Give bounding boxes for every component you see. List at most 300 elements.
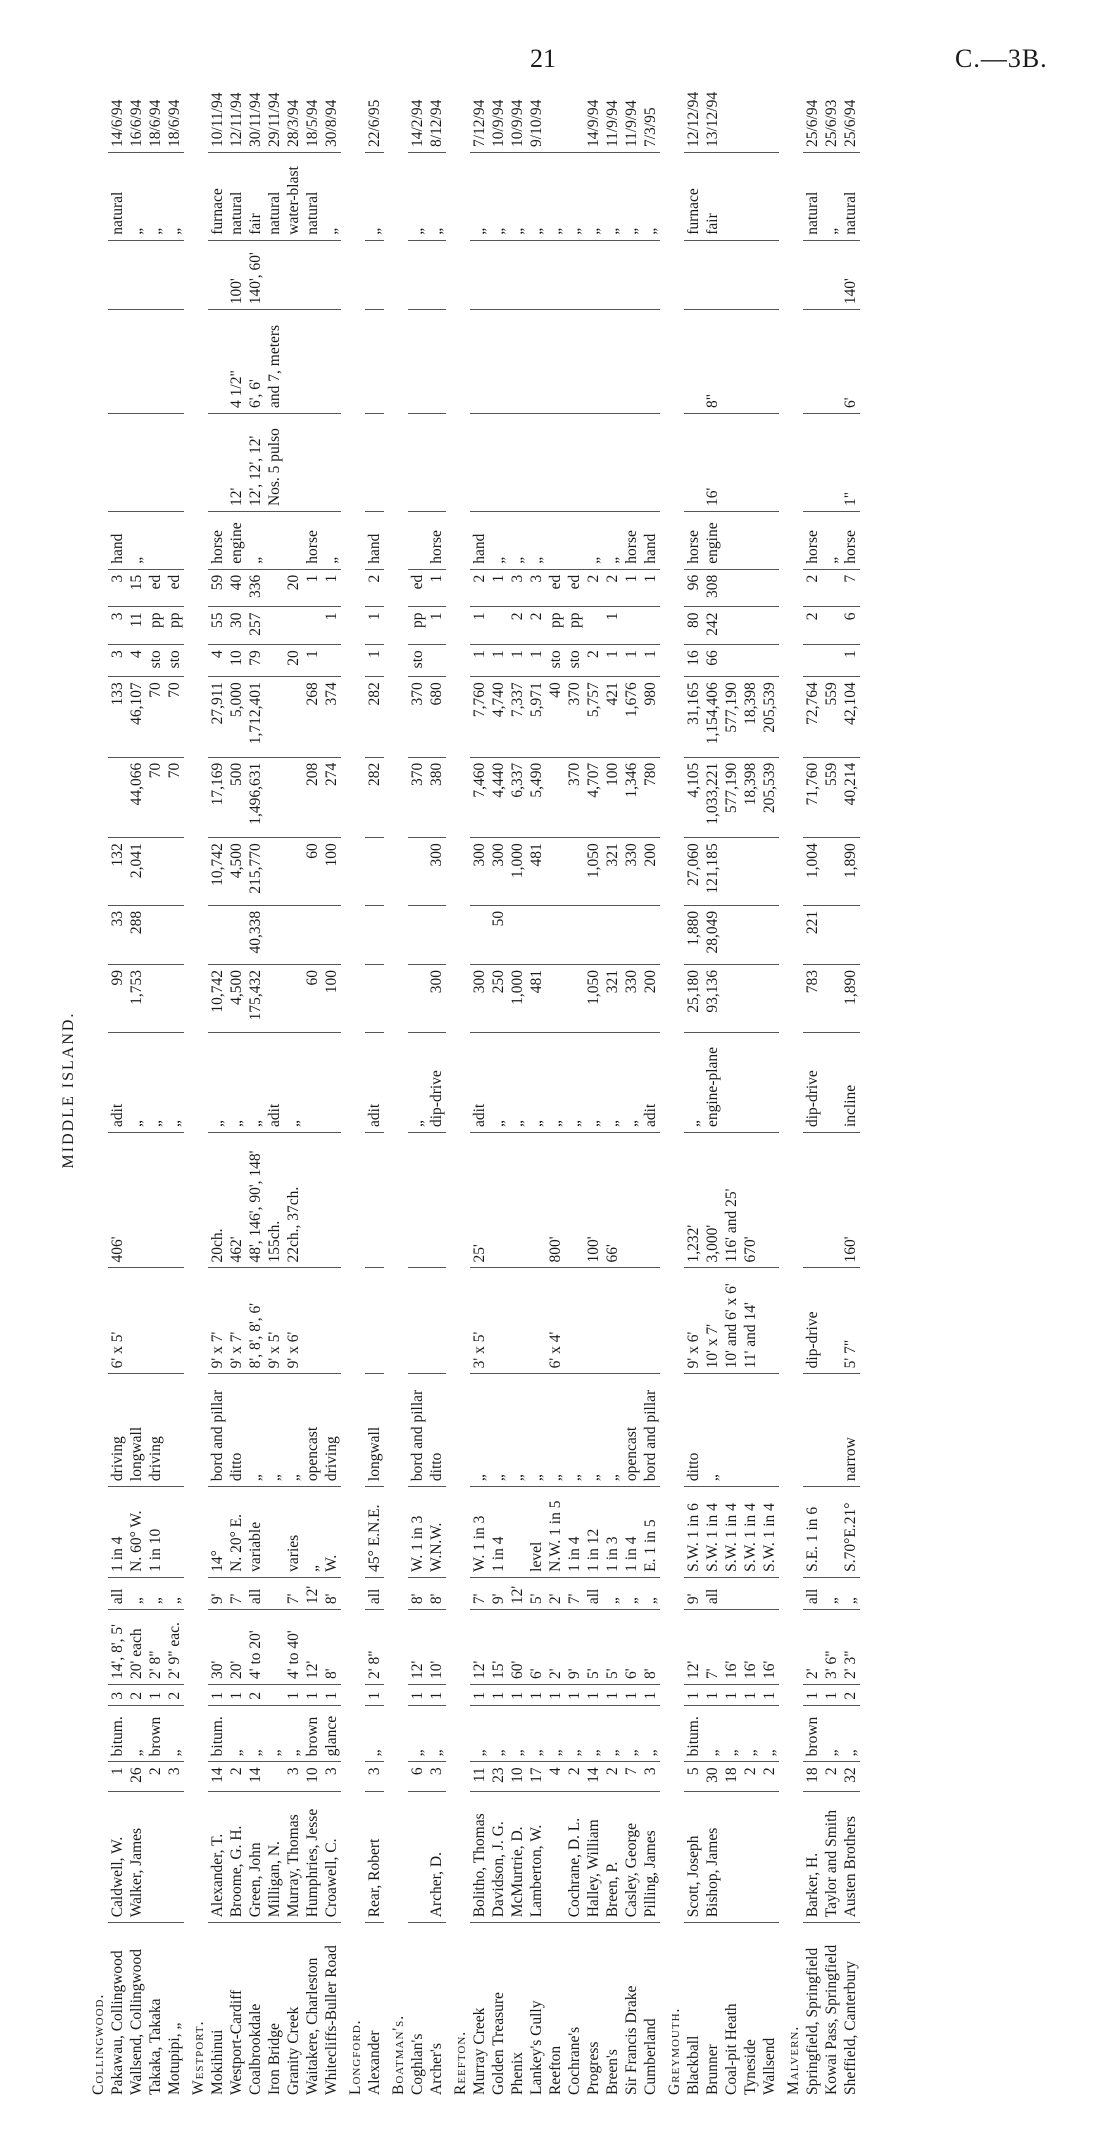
table-cell	[265, 240, 284, 310]
table-cell: 5,000	[227, 677, 246, 757]
table-cell	[265, 905, 284, 964]
table-cell: 300	[470, 964, 489, 1032]
table-cell: 1,232'	[684, 1133, 703, 1269]
table-cell: 1	[841, 645, 860, 677]
table-cell: 4,740	[489, 677, 508, 757]
table-cell: 2'	[546, 1577, 565, 1609]
table-cell: incline	[841, 1032, 860, 1132]
table-cell: 7'	[565, 1577, 584, 1609]
table-cell	[408, 512, 427, 570]
table-cell: horse	[208, 512, 227, 570]
owner-cell: Bishop, James	[703, 1791, 722, 1923]
table-cell	[165, 1133, 184, 1269]
table-cell	[722, 645, 741, 677]
table-cell: 4,500	[227, 964, 246, 1032]
table-cell: ditto	[684, 1374, 703, 1487]
table-cell	[303, 1032, 322, 1132]
table-cell: 3	[108, 607, 127, 645]
table-cell	[822, 1268, 841, 1374]
table-cell: S.W. 1 in 6	[684, 1487, 703, 1578]
table-cell: 800'	[546, 1133, 565, 1269]
table-cell: 282	[365, 757, 384, 837]
mine-name-cell: Kowai Pass, Springfield	[823, 1944, 840, 2095]
table-cell: 1	[622, 645, 641, 677]
table-cell: 1 in 4	[622, 1487, 641, 1578]
table-row	[722, 80, 741, 2100]
table-cell: 330	[622, 838, 641, 906]
table-row	[284, 80, 303, 2100]
table-cell	[427, 905, 446, 964]
table-cell: 250	[489, 964, 508, 1032]
table-cell: „	[641, 153, 660, 241]
table-cell: 6', 6'	[246, 310, 265, 414]
district-heading-row	[660, 80, 684, 2100]
table-cell: 25/6/94	[803, 80, 822, 153]
mine-name-cell: Westport-Cardiff	[228, 1989, 245, 2095]
table-cell: „	[227, 1032, 246, 1132]
table-cell: „	[565, 153, 584, 241]
mine-name-cell: Takaka, Takaka	[147, 1998, 164, 2095]
table-cell	[365, 240, 384, 310]
table-cell: 2	[603, 569, 622, 607]
table-cell	[108, 310, 127, 414]
table-cell	[322, 645, 341, 677]
table-cell	[760, 569, 779, 607]
table-row	[365, 80, 384, 2100]
table-cell	[584, 607, 603, 645]
table-row	[684, 80, 703, 2100]
table-cell: 2	[841, 1684, 860, 1705]
table-cell: ed	[408, 569, 427, 607]
table-cell: 2	[803, 607, 822, 645]
table-cell: 215,770	[246, 838, 265, 906]
table-cell: „	[408, 1032, 427, 1132]
table-cell: 200	[641, 838, 660, 906]
table-cell: 2	[365, 569, 384, 607]
table-cell: 3,000'	[703, 1133, 722, 1269]
table-cell: 4' to 20'	[246, 1610, 265, 1685]
table-cell: 481	[527, 964, 546, 1032]
mine-name-cell: Sir Francis Drake	[623, 1985, 640, 2095]
table-cell: 559	[822, 677, 841, 757]
table-cell	[489, 413, 508, 511]
table-cell: E. 1 in 5	[641, 1487, 660, 1578]
table-cell: S.70°E.21°	[841, 1487, 860, 1578]
table-cell	[546, 512, 565, 570]
table-cell: 30	[703, 1762, 722, 1791]
table-cell: 5'	[603, 1610, 622, 1685]
table-cell	[741, 153, 760, 241]
table-cell	[146, 964, 165, 1032]
table-cell: adit	[108, 1032, 127, 1132]
district-heading: Collingwood.	[90, 1993, 107, 2095]
table-cell: sto	[165, 645, 184, 677]
table-cell: 1	[427, 1684, 446, 1705]
table-cell: 16'	[722, 1610, 741, 1685]
owner-cell: Austen Brothers	[841, 1791, 860, 1923]
table-cell	[565, 512, 584, 570]
mine-name-cell: Tyneside	[742, 2039, 759, 2095]
table-cell	[641, 310, 660, 414]
table-cell: dip-drive	[427, 1032, 446, 1132]
mine-name-cell: Brunner	[704, 2044, 721, 2095]
table-cell	[741, 905, 760, 964]
table-cell: 282	[365, 677, 384, 757]
table-cell: 30/8/94	[322, 80, 341, 153]
table-cell: 8', 8', 8', 6'	[246, 1268, 265, 1374]
table-cell: pp	[146, 607, 165, 645]
table-cell	[622, 413, 641, 511]
table-cell: horse	[427, 512, 446, 570]
owner-cell: Humphries, Jesse	[303, 1791, 322, 1923]
table-cell: bitum.	[684, 1705, 703, 1762]
mine-name-cell: Murray Creek	[471, 2007, 488, 2095]
table-cell: 3	[108, 645, 127, 677]
table-cell	[470, 310, 489, 414]
table-cell: 40	[546, 677, 565, 757]
table-cell: S.W. 1 in 4	[741, 1487, 760, 1578]
table-cell	[527, 240, 546, 310]
table-cell: 1	[427, 569, 446, 607]
table-cell: 4,707	[584, 757, 603, 837]
table-cell	[822, 569, 841, 607]
table-cell: 3	[641, 1762, 660, 1791]
table-cell	[165, 413, 184, 511]
table-cell: hand	[641, 512, 660, 570]
table-cell: 1	[584, 1684, 603, 1705]
table-cell: 32	[841, 1762, 860, 1791]
table-cell	[265, 1684, 284, 1705]
table-cell: 4,105	[684, 757, 703, 837]
table-cell	[741, 569, 760, 607]
table-cell	[584, 1268, 603, 1374]
owner-cell	[722, 1791, 741, 1923]
table-cell: sto	[408, 645, 427, 677]
table-cell	[303, 413, 322, 511]
table-cell: opencast	[622, 1374, 641, 1487]
table-cell: 980	[641, 677, 660, 757]
mine-name-cell: Waitakere, Charleston	[304, 1957, 321, 2095]
table-cell: „	[508, 512, 527, 570]
table-cell	[265, 1610, 284, 1685]
table-cell: 22/6/95	[365, 80, 384, 153]
table-cell: 1	[489, 1684, 508, 1705]
mines-table-body	[84, 80, 860, 2100]
table-cell	[265, 964, 284, 1032]
table-cell	[227, 905, 246, 964]
table-cell: 7'	[284, 1577, 303, 1609]
table-cell: 140', 60'	[246, 240, 265, 310]
table-cell	[722, 1032, 741, 1132]
table-cell	[546, 413, 565, 511]
table-cell: 2' 3"	[841, 1610, 860, 1685]
table-cell: level	[527, 1487, 546, 1578]
table-cell: engine	[227, 512, 246, 570]
table-cell: 1	[641, 569, 660, 607]
table-cell: „	[527, 512, 546, 570]
table-cell	[584, 413, 603, 511]
table-cell	[284, 512, 303, 570]
table-cell: „	[684, 1032, 703, 1132]
table-cell: 330	[622, 964, 641, 1032]
table-cell: 30/11/94	[246, 80, 265, 153]
table-cell: 205,539	[760, 757, 779, 837]
table-cell: 14/2/94	[408, 80, 427, 153]
table-cell: 3	[427, 1762, 446, 1791]
owner-cell: Murray, Thomas	[284, 1791, 303, 1923]
table-cell: 72,764	[803, 677, 822, 757]
table-cell: „	[622, 1032, 641, 1132]
mine-name-cell: Cochrane's	[566, 2026, 583, 2095]
table-cell: 308	[703, 569, 722, 607]
table-cell: „	[508, 1705, 527, 1762]
table-cell	[284, 964, 303, 1032]
table-cell: 1	[508, 645, 527, 677]
table-cell: 46,107	[127, 677, 146, 757]
table-cell: 15	[127, 569, 146, 607]
table-cell: „	[165, 1577, 184, 1609]
table-cell: 1	[303, 1684, 322, 1705]
table-cell	[508, 1133, 527, 1269]
table-cell: 1,676	[622, 677, 641, 757]
table-cell: „	[584, 153, 603, 241]
table-cell: „	[527, 1705, 546, 1762]
owner-cell: Archer, D.	[427, 1791, 446, 1923]
table-cell: „	[489, 1032, 508, 1132]
table-cell: 2' 8"	[365, 1610, 384, 1685]
owner-cell: Walker, James	[127, 1791, 146, 1923]
table-cell: natural	[265, 153, 284, 241]
table-cell	[527, 1268, 546, 1374]
table-cell: 1,880	[684, 905, 703, 964]
table-cell: 30	[227, 607, 246, 645]
table-cell: „	[427, 1705, 446, 1762]
owner-cell	[760, 1791, 779, 1923]
district-heading-row	[84, 80, 108, 2100]
owner-cell: Alexander, T.	[208, 1791, 227, 1923]
table-cell	[722, 1374, 741, 1487]
table-cell	[127, 413, 146, 511]
table-cell	[741, 240, 760, 310]
table-cell: 3	[365, 1762, 384, 1791]
table-cell: „	[127, 1577, 146, 1609]
table-cell: 20	[284, 569, 303, 607]
table-cell: 1	[108, 1762, 127, 1791]
mine-name-cell: Whitecliffs-Buller Road	[323, 1945, 340, 2095]
table-cell: 59	[208, 569, 227, 607]
mines-table	[84, 80, 860, 2100]
table-cell	[603, 1268, 622, 1374]
table-cell: 1,000	[508, 838, 527, 906]
table-cell: 481	[527, 838, 546, 906]
table-cell: 116' and 25'	[722, 1133, 741, 1269]
table-cell: 66'	[603, 1133, 622, 1269]
table-cell	[165, 1268, 184, 1374]
table-cell	[527, 1133, 546, 1269]
table-cell: 27,060	[684, 838, 703, 906]
table-cell: 1	[622, 1684, 641, 1705]
table-cell	[470, 240, 489, 310]
table-cell	[722, 905, 741, 964]
table-row	[427, 80, 446, 2100]
table-cell: „	[408, 1705, 427, 1762]
table-cell: „	[146, 153, 165, 241]
table-cell: 1	[303, 569, 322, 607]
table-cell: „	[322, 153, 341, 241]
table-cell	[760, 838, 779, 906]
table-cell: 10,742	[208, 964, 227, 1032]
table-cell	[508, 905, 527, 964]
table-cell: 300	[427, 838, 446, 906]
owner-cell: Milligan, N.	[265, 1791, 284, 1923]
table-cell: water-blast	[284, 153, 303, 241]
table-cell: „	[565, 1032, 584, 1132]
table-cell: W. 1 in 3	[470, 1487, 489, 1578]
table-cell	[760, 153, 779, 241]
table-cell	[803, 645, 822, 677]
table-cell	[565, 413, 584, 511]
table-cell: 5,757	[584, 677, 603, 757]
table-cell: 22ch., 37ch.	[284, 1133, 303, 1269]
table-cell: „	[246, 1374, 265, 1487]
table-cell: 462'	[227, 1133, 246, 1269]
owner-cell: Casley, George	[622, 1791, 641, 1923]
table-cell: brown	[803, 1705, 822, 1762]
table-cell: natural	[227, 153, 246, 241]
table-cell: „	[565, 1705, 584, 1762]
table-cell: 31,165	[684, 677, 703, 757]
table-row	[322, 80, 341, 2100]
table-cell	[127, 1133, 146, 1269]
table-cell: „	[584, 1374, 603, 1487]
table-cell: driving	[322, 1374, 341, 1487]
table-cell: „	[584, 512, 603, 570]
table-cell: „	[489, 1705, 508, 1762]
table-cell	[822, 1374, 841, 1487]
owner-cell: Bolitho, Thomas	[470, 1791, 489, 1923]
table-cell	[760, 645, 779, 677]
table-cell	[584, 310, 603, 414]
table-cell: 2' 9" eac.	[165, 1610, 184, 1685]
table-cell	[622, 240, 641, 310]
table-cell	[622, 1133, 641, 1269]
district-heading: Malvern.	[785, 2025, 802, 2095]
table-cell	[546, 310, 565, 414]
table-cell	[427, 240, 446, 310]
table-cell: 2	[146, 1762, 165, 1791]
table-cell: pp	[408, 607, 427, 645]
table-cell: „	[127, 512, 146, 570]
table-cell: dip-drive	[803, 1268, 822, 1374]
table-cell: „	[165, 1705, 184, 1762]
table-cell: and 7, meters	[265, 310, 284, 414]
table-cell: 10/9/94	[489, 80, 508, 153]
table-cell	[165, 838, 184, 906]
table-cell: 374	[322, 677, 341, 757]
table-cell	[741, 1577, 760, 1609]
table-cell: „	[622, 1705, 641, 1762]
table-cell	[741, 1374, 760, 1487]
table-cell	[565, 1268, 584, 1374]
table-row	[584, 80, 603, 2100]
table-cell: 1	[470, 607, 489, 645]
table-cell: 1 in 4	[489, 1487, 508, 1578]
table-cell: bitum.	[208, 1705, 227, 1762]
table-cell: W.	[322, 1487, 341, 1578]
table-cell: 1	[470, 1684, 489, 1705]
table-cell: 1	[641, 645, 660, 677]
table-cell	[408, 838, 427, 906]
table-cell: „	[246, 512, 265, 570]
table-cell	[684, 240, 703, 310]
table-cell: 6,337	[508, 757, 527, 837]
table-cell: 1,050	[584, 838, 603, 906]
table-cell: 14	[246, 1762, 265, 1791]
table-cell	[489, 310, 508, 414]
table-cell: „	[165, 1032, 184, 1132]
table-cell: 16'	[760, 1610, 779, 1685]
table-cell: 1,346	[622, 757, 641, 837]
table-cell: narrow	[841, 1374, 860, 1487]
table-cell: 18,398	[741, 757, 760, 837]
table-cell: 1,890	[841, 838, 860, 906]
table-cell: 60	[303, 838, 322, 906]
table-cell: 14/6/94	[108, 80, 127, 153]
table-cell: longwall	[365, 1374, 384, 1487]
table-cell: 1,004	[803, 838, 822, 906]
table-cell	[565, 838, 584, 906]
table-cell: 17	[527, 1762, 546, 1791]
table-cell	[822, 1032, 841, 1132]
table-cell: 3	[108, 1684, 127, 1705]
table-cell: 12'	[303, 1577, 322, 1609]
table-cell: „	[527, 1032, 546, 1132]
table-cell: „	[508, 153, 527, 241]
table-cell: 208	[303, 757, 322, 837]
table-cell: 2'	[546, 1610, 565, 1685]
table-cell: bord and pillar	[208, 1374, 227, 1487]
table-cell: natural	[303, 153, 322, 241]
table-cell: 2	[165, 1684, 184, 1705]
table-cell: 12', 12', 12'	[246, 413, 265, 511]
table-cell: 8'	[408, 1577, 427, 1609]
table-cell: 1,050	[584, 964, 603, 1032]
table-cell: hand	[470, 512, 489, 570]
table-cell: 44,066	[127, 757, 146, 837]
table-cell: 100'	[227, 240, 246, 310]
table-cell: 680	[427, 677, 446, 757]
table-cell: 8/12/94	[427, 80, 446, 153]
table-cell: 2	[565, 1762, 584, 1791]
table-cell	[684, 310, 703, 414]
table-cell: pp	[165, 607, 184, 645]
table-cell: 7'	[227, 1577, 246, 1609]
table-cell: 670'	[741, 1133, 760, 1269]
table-cell: „	[365, 153, 384, 241]
table-cell: 2	[227, 1762, 246, 1791]
table-cell: ditto	[227, 1374, 246, 1487]
table-cell	[565, 310, 584, 414]
table-cell: 100	[603, 757, 622, 837]
table-cell: 14/9/94	[584, 80, 603, 153]
table-row	[227, 80, 246, 2100]
table-cell: 79	[246, 645, 265, 677]
table-cell	[822, 607, 841, 645]
district-heading: Boatman's.	[390, 2014, 407, 2095]
table-cell: adit	[265, 1032, 284, 1132]
district-heading-row	[446, 80, 470, 2100]
table-cell: 1	[322, 607, 341, 645]
